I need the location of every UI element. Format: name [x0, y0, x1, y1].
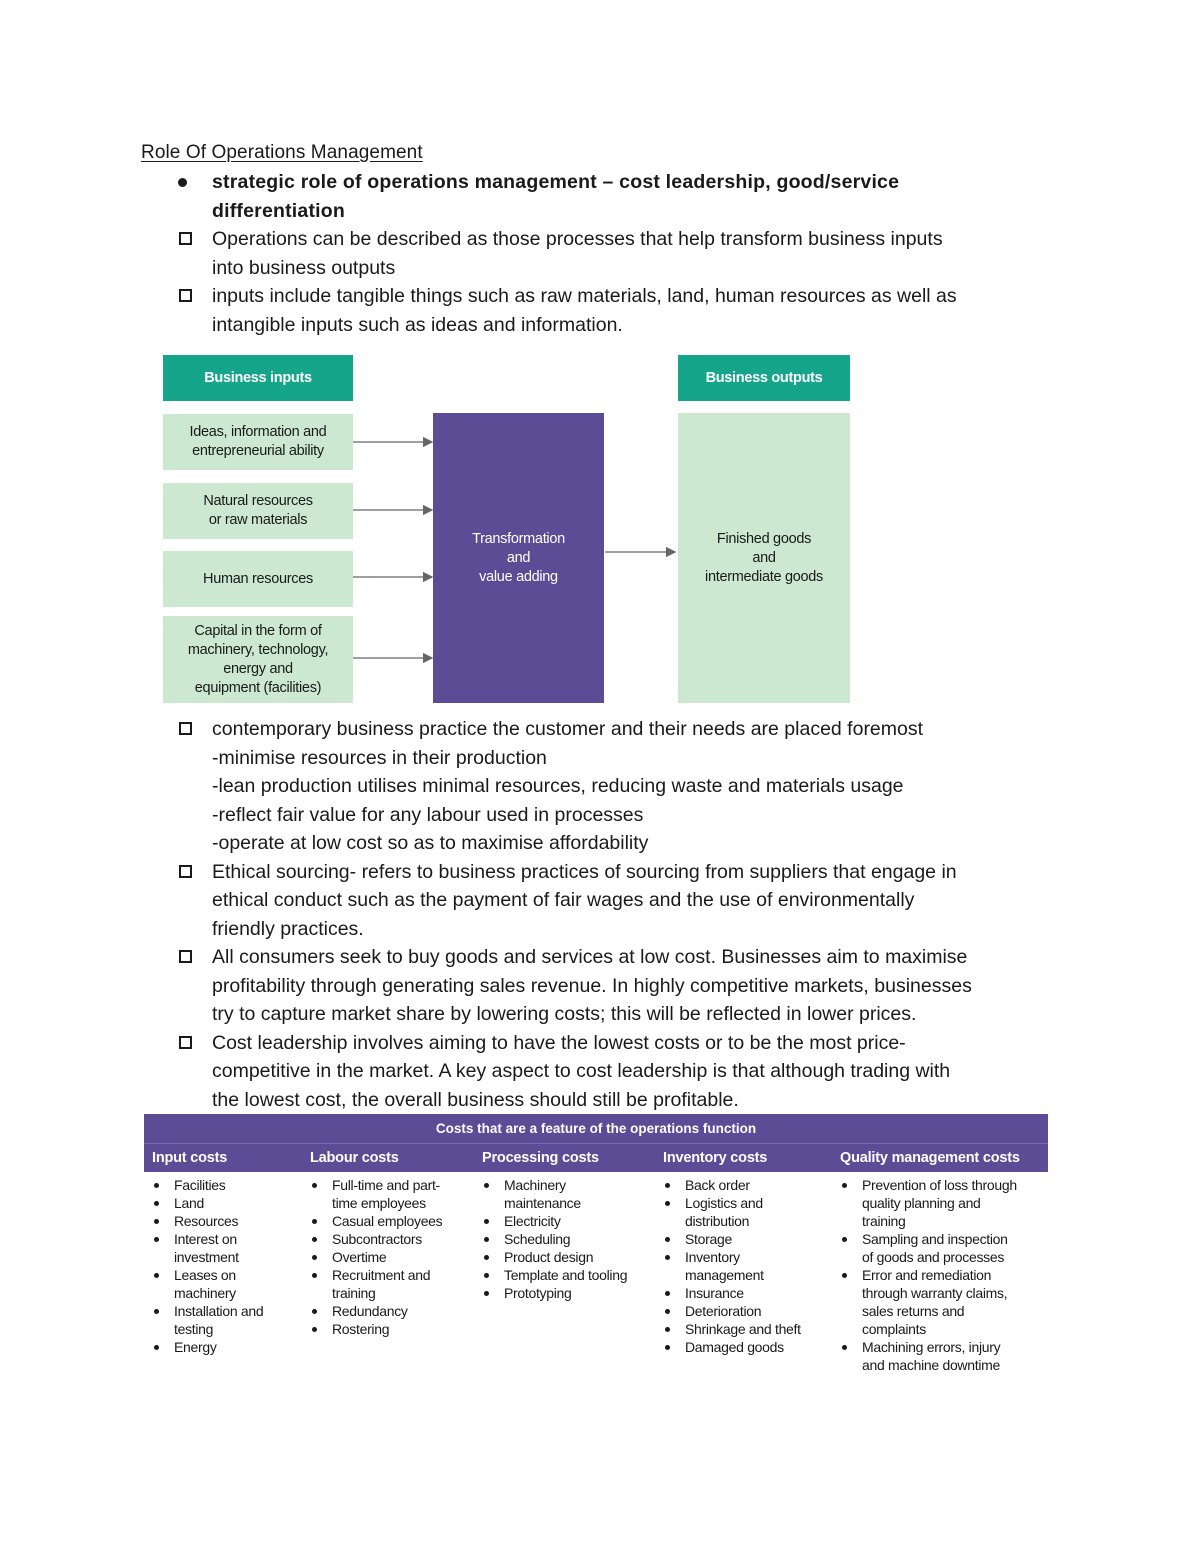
- bullet-line: strategic role of operations management – cost leadership, good/service: [212, 171, 900, 193]
- bullet-line: -reflect fair value for any labour used in processes: [212, 803, 644, 826]
- cost-list-item: Inventory management: [655, 1248, 832, 1284]
- bullet-line: differentiation: [212, 199, 345, 222]
- cost-list-item: Template and tooling: [474, 1266, 655, 1284]
- cost-list-item: Prototyping: [474, 1284, 655, 1302]
- bullet-line: inputs include tangible things such as raw materials, land, human resources as well as: [212, 285, 957, 307]
- bullet-line: Cost leadership involves aiming to have the lowest costs or to be the most price-: [212, 1031, 906, 1054]
- input-natural-resources-box: [163, 483, 353, 539]
- checkbox-square-icon: [179, 950, 192, 963]
- bullet-line: try to capture market share by lowering costs; this will be reflected in lower prices.: [212, 1003, 917, 1025]
- cost-list-item: Recruitment and training: [302, 1266, 474, 1302]
- input-capital-box: [163, 616, 353, 703]
- top-bullet-list: [141, 168, 1071, 339]
- bullet-line: the lowest cost, the overall business should still be profitable.: [212, 1088, 739, 1111]
- bullet-line: profitability through generating sales revenue. In highly competitive markets, businesses: [212, 974, 972, 997]
- checkbox-square-icon: [179, 289, 192, 302]
- business-inputs-header: Business inputs: [163, 355, 353, 401]
- bullet-line: Ethical sourcing- refers to business practices of sourcing from suppliers that engage in: [212, 860, 957, 883]
- cost-list-item: Land: [144, 1194, 302, 1212]
- cost-list-item: Deterioration: [655, 1302, 832, 1320]
- cost-list-item: Rostering: [302, 1320, 474, 1338]
- cost-list-item: Error and remediation through warranty claims, sales returns and complaints: [832, 1266, 1048, 1338]
- column-header-labour-costs: Labour costs: [310, 1150, 399, 1166]
- cost-list-item: Redundancy: [302, 1302, 474, 1320]
- column-header-processing-costs: Processing costs: [482, 1150, 599, 1166]
- input-natural-resources-label: Natural resources or raw materials: [203, 493, 313, 528]
- costs-table-header-row: [144, 1143, 1048, 1172]
- column-header-inventory-costs: Inventory costs: [663, 1150, 768, 1166]
- cost-list-item: Insurance: [655, 1284, 832, 1302]
- bullet-item-strategic-role: [141, 168, 1071, 225]
- checkbox-square-icon: [179, 232, 192, 245]
- cost-list-item: Casual employees: [302, 1212, 474, 1230]
- bullet-item-ethical-sourcing: [141, 858, 1071, 944]
- bullet-dot-icon: [178, 178, 187, 187]
- bottom-bullet-list: [141, 715, 1071, 1114]
- cost-list-item: Subcontractors: [302, 1230, 474, 1248]
- column-processing-costs: [474, 1176, 655, 1374]
- cost-list-item: Resources: [144, 1212, 302, 1230]
- input-human-resources-box: [163, 551, 353, 607]
- bullet-line: intangible inputs such as ideas and information.: [212, 313, 623, 336]
- cost-list-item: Damaged goods: [655, 1338, 832, 1356]
- checkbox-square-icon: [179, 722, 192, 735]
- bullet-item-contemporary-practice: [141, 715, 1071, 858]
- operations-costs-table: [144, 1114, 1048, 1374]
- cost-list-item: Sampling and inspection of goods and processes: [832, 1230, 1048, 1266]
- column-inventory-costs: [655, 1176, 832, 1374]
- cost-list-item: Shrinkage and theft: [655, 1320, 832, 1338]
- cost-list-item: Electricity: [474, 1212, 655, 1230]
- bullet-line: All consumers seek to buy goods and services at low cost. Businesses aim to maximise: [212, 946, 968, 968]
- cost-list-item: Logistics and distribution: [655, 1194, 832, 1230]
- bullet-line: -minimise resources in their production: [212, 746, 547, 769]
- column-input-costs: [144, 1176, 302, 1374]
- costs-table-body: [144, 1172, 1048, 1374]
- input-capital-label: Capital in the form of machinery, technology, energy and equipment (facilities): [187, 622, 329, 696]
- cost-list-item: Machinery maintenance: [474, 1176, 655, 1212]
- bullet-line: friendly practices.: [212, 917, 364, 940]
- bullet-item-cost-leadership: [141, 1029, 1071, 1115]
- cost-list-item: Interest on investment: [144, 1230, 302, 1266]
- cost-list-item: Back order: [655, 1176, 832, 1194]
- checkbox-square-icon: [179, 1036, 192, 1049]
- cost-list-item: Energy: [144, 1338, 302, 1356]
- column-labour-costs: [302, 1176, 474, 1374]
- cost-list-item: Leases on machinery: [144, 1266, 302, 1302]
- bullet-item-operations: [141, 225, 1071, 282]
- cost-list-item: Full-time and part- time employees: [302, 1176, 474, 1212]
- bullet-line: Operations can be described as those processes that help transform business inputs: [212, 228, 943, 250]
- bullet-line: ethical conduct such as the payment of fair wages and the use of environmentally: [212, 889, 915, 911]
- finished-goods-label: Finished goods and intermediate goods: [705, 530, 823, 585]
- cost-list-item: Prevention of loss through quality planning and training: [832, 1176, 1048, 1230]
- cost-list-item: Scheduling: [474, 1230, 655, 1248]
- cost-list-item: Facilities: [144, 1176, 302, 1194]
- finished-goods-box: [678, 413, 850, 703]
- bullet-line: contemporary business practice the customer and their needs are placed foremost: [212, 718, 924, 740]
- bullet-line: competitive in the market. A key aspect to cost leadership is that although trading with: [212, 1060, 951, 1082]
- operations-process-diagram: [160, 355, 855, 705]
- bullet-item-inputs: [141, 282, 1071, 339]
- business-outputs-header: Business outputs: [678, 355, 850, 401]
- costs-table-title: Costs that are a feature of the operations function: [144, 1114, 1048, 1143]
- bullet-line: into business outputs: [212, 256, 396, 279]
- transformation-box: [433, 413, 604, 703]
- column-header-quality-costs: Quality management costs: [840, 1150, 1020, 1166]
- column-quality-costs: [832, 1176, 1048, 1374]
- bullet-line: -operate at low cost so as to maximise affordability: [212, 832, 649, 854]
- page-title: Role Of Operations Management: [141, 142, 423, 163]
- checkbox-square-icon: [179, 865, 192, 878]
- cost-list-item: Installation and testing: [144, 1302, 302, 1338]
- column-header-input-costs: Input costs: [152, 1150, 228, 1166]
- cost-list-item: Storage: [655, 1230, 832, 1248]
- input-ideas-label: Ideas, information and entrepreneurial ability: [189, 424, 327, 459]
- bullet-item-low-cost: [141, 943, 1071, 1029]
- cost-list-item: Product design: [474, 1248, 655, 1266]
- cost-list-item: Overtime: [302, 1248, 474, 1266]
- input-human-resources-label: Human resources: [203, 570, 313, 587]
- bullet-line: -lean production utilises minimal resources, reducing waste and materials usage: [212, 775, 904, 797]
- input-ideas-box: [163, 414, 353, 470]
- cost-list-item: Machining errors, injury and machine downtime: [832, 1338, 1048, 1374]
- transformation-label: Transformation and value adding: [472, 530, 565, 585]
